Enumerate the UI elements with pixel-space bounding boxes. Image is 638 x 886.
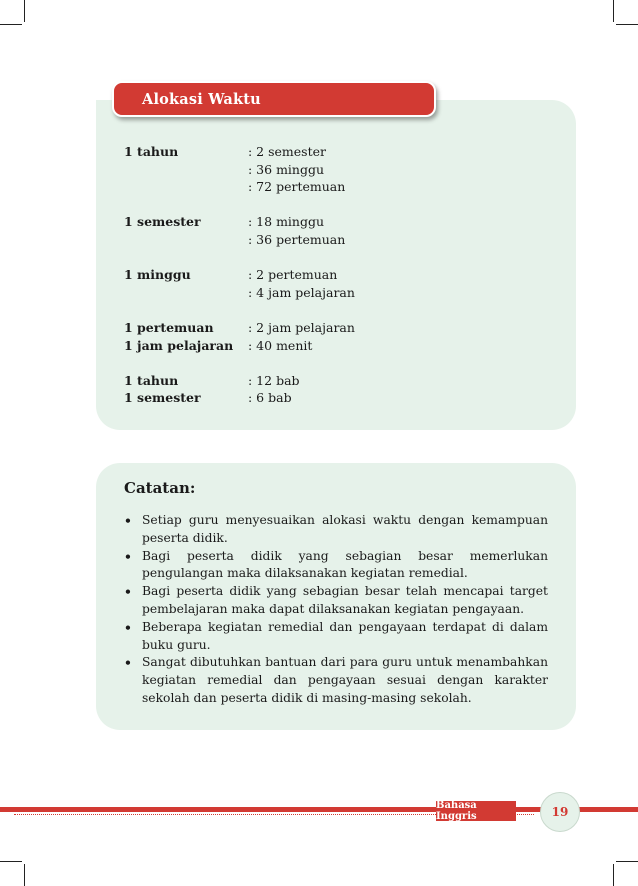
table-row: 1 tahun : 2 semester <box>124 144 326 159</box>
table-row: : 36 pertemuan <box>248 231 346 247</box>
list-item: • Sangat dibutuhkan bantuan dari para guru untuk menambahkan kegiatan remedial dan pengayaan sesuai dengan karakter sekolah dan peserta didik di masing-masing sekolah. <box>124 655 548 705</box>
crop-mark <box>0 24 22 25</box>
alokasi-waktu-title: Alokasi Waktu <box>112 81 436 117</box>
table-row: 1 semester : 18 minggu <box>124 214 325 230</box>
table-row: 1 tahun : 12 bab <box>124 372 300 388</box>
bullet-icon: • <box>124 619 132 635</box>
page-number: 19 <box>540 792 580 832</box>
table-row: 1 pertemuan : 2 jam pelajaran <box>124 319 355 335</box>
list-item: • Bagi peserta didik yang sebagian besar memerlukan pengulangan maka dilaksanakan kegiatan remedial. <box>124 548 548 581</box>
list-item: • Beberapa kegiatan remedial dan pengayaan terdapat di dalam buku guru. <box>124 619 548 652</box>
crop-mark <box>0 861 22 862</box>
bullet-icon: • <box>124 584 132 600</box>
bullet-icon: • <box>124 655 132 671</box>
bullet-icon: • <box>124 513 132 528</box>
table-row: : 4 jam pelajaran <box>248 284 355 300</box>
table-row: 1 jam pelajaran : 40 menit <box>124 337 313 353</box>
bullet-icon: • <box>124 548 132 564</box>
table-row: : 36 minggu <box>248 161 325 177</box>
crop-mark <box>24 864 25 886</box>
list-item: • Setiap guru menyesuaikan alokasi waktu dengan kemampuan peserta didik. <box>124 513 548 545</box>
book-title-label: Bahasa Inggris <box>436 801 516 821</box>
catatan-title: Catatan: <box>124 479 196 497</box>
crop-mark <box>613 0 614 22</box>
crop-mark <box>616 24 638 25</box>
table-row: 1 semester : 6 bab <box>124 390 292 406</box>
list-item: • Bagi peserta didik yang sebagian besar telah mencapai target pembelajaran maka dapat dilaksanakan kegiatan pengayaan. <box>124 584 548 616</box>
catatan-list <box>124 512 548 708</box>
crop-mark <box>616 861 638 862</box>
alokasi-table <box>124 143 355 407</box>
crop-mark <box>613 864 614 886</box>
table-row: 1 minggu : 2 pertemuan <box>124 267 338 283</box>
table-row: : 72 pertemuan <box>248 179 346 195</box>
crop-mark <box>24 0 25 22</box>
